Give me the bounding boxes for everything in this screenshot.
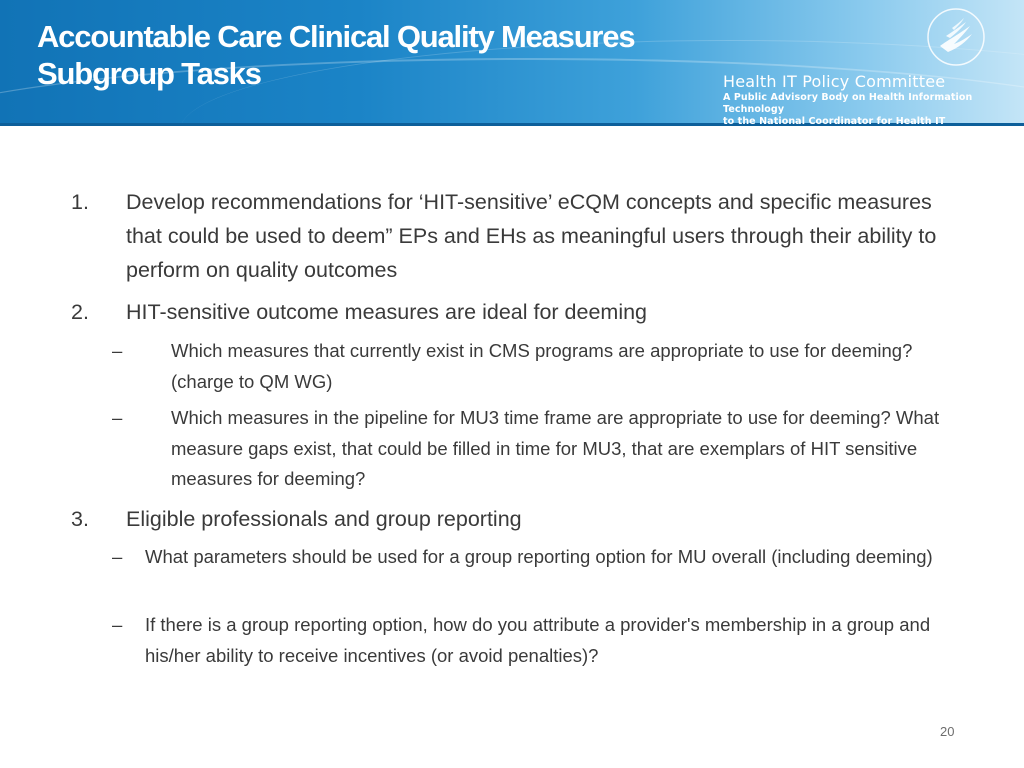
dash-bullet: – xyxy=(112,546,123,567)
dash-bullet: – xyxy=(112,407,123,428)
sub-list-item-text: Which measures that currently exist in CMS programs are appropriate to use for deeming? (charge to QM WG) xyxy=(171,340,913,392)
list-item-text: Develop recommendations for ‘HIT-sensitive’ eCQM concepts and specific measures that could be used to deem” EPs and EHs as meaningful users through their ability to perform on quality outcomes xyxy=(126,190,937,282)
dash-bullet: – xyxy=(112,614,123,635)
sub-list-item-text: What parameters should be used for a group reporting option for MU overall (including deeming) xyxy=(145,546,933,567)
list-item-number: 1. xyxy=(71,190,89,214)
list-item-text: HIT-sensitive outcome measures are ideal for deeming xyxy=(126,300,648,324)
page-number: 20 xyxy=(940,724,955,739)
dash-bullet: – xyxy=(112,340,123,361)
sub-list-item-text: If there is a group reporting option, how do you attribute a provider's membership in a group and his/her ability to receive incentives (or avoid penalties)? xyxy=(145,614,931,666)
org-subtitle-line2: to the National Coordinator for Health IT xyxy=(723,116,946,126)
list-item-number: 2. xyxy=(71,300,89,324)
slide-title-line2: Subgroup Tasks xyxy=(37,56,261,91)
org-name: Health IT Policy Committee xyxy=(723,72,946,91)
sub-list-item-text: Which measures in the pipeline for MU3 time frame are appropriate to use for deeming? What measure gaps exist, that could be filled in time for MU3, that are exemplars of HIT sensitive measures for deeming? xyxy=(171,407,940,489)
list-item-number: 3. xyxy=(71,507,89,531)
org-subtitle-line1: A Public Advisory Body on Health Information Technology xyxy=(723,92,973,115)
list-item-text: Eligible professionals and group reporting xyxy=(126,507,522,531)
slide-title-line1: Accountable Care Clinical Quality Measures xyxy=(37,19,635,54)
